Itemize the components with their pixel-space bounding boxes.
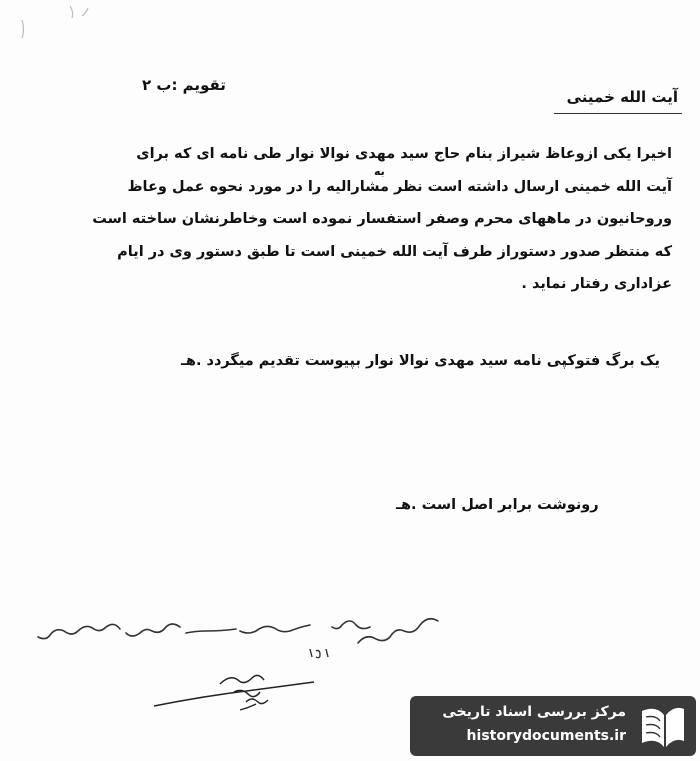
document-reference: تقویم :ب ۲	[142, 76, 226, 94]
body-line: عزاداری رفتار نماید .	[521, 276, 672, 292]
document-heading: آیت الله خمینی	[566, 88, 678, 106]
signature-scribble	[150, 668, 320, 718]
watermark-url: historydocuments.ir	[466, 728, 626, 744]
attachment-note: یک برگ فتوکپی نامه سید مهدی نوالا نوار بپیوست تقدیم میگردد .هـ	[180, 353, 660, 369]
body-line: که منتظر صدور دستوراز طرف آیت الله خمینی است تا طبق دستور وی در ایام	[117, 243, 672, 260]
body-line: وروحانیون در ماههای محرم وصفر استفسار نموده است وخاطرنشان ساخته است	[92, 211, 672, 227]
watermark-logo	[410, 696, 696, 756]
heading-underline	[554, 113, 682, 114]
corner-pencil-mark	[18, 2, 98, 42]
book-emblem-icon	[636, 701, 688, 751]
handwriting-scribble	[10, 605, 440, 665]
inserted-word: به	[374, 165, 385, 178]
document-body	[92, 138, 672, 301]
body-line: اخیرا یکی ازوعاظ شیراز بنام حاج سید مهدی نوالا نوار طی نامه ای که برای	[136, 146, 672, 162]
certified-copy-note: رونوشت برابر اصل است .هـ	[396, 497, 599, 513]
watermark-name: مرکز بررسی اسناد تاریخی	[442, 704, 626, 720]
body-line: آیت الله خمینی ارسال داشته است نظر مشارالیه را در مورد نحوه عمل وعاظ	[127, 178, 672, 195]
